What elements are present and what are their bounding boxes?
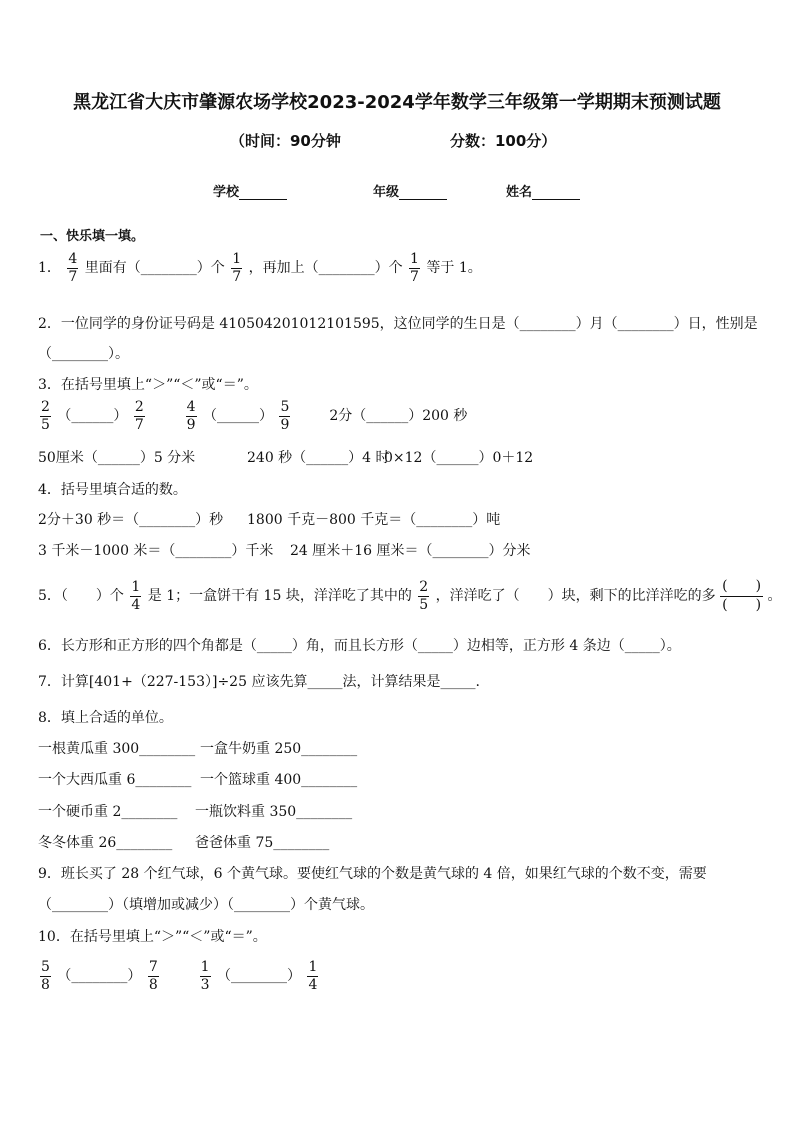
fraction: $\frac{2}{5}$ (419, 578, 429, 613)
compare-item: 2分（______）200 秒 (329, 408, 468, 425)
name-label: 姓名 (506, 185, 533, 200)
fraction: $\frac{4}{9}$ (186, 399, 196, 433)
answer-fraction[interactable]: $\frac{( )}{( )}$ (722, 578, 762, 613)
question-7: 7．计算[401+（227-153）]÷25 应该先算_____法，计算结果是_____. (38, 674, 480, 690)
page-title: 黑龙江省大庆市肇源农场学校2023-2024学年数学三年级第一学期期末预测试题 (73, 92, 721, 113)
question-text: ，再加上（________）个 (248, 260, 403, 277)
question-number: 1． (38, 260, 61, 277)
question-8-r2b: 一个篮球重 400________ (200, 772, 358, 788)
school-field[interactable] (213, 181, 287, 200)
question-6: 6．长方形和正方形的四个角都是（_____）角，而且长方形（_____）边相等，正方形 4 条边（_____）。 (38, 638, 681, 654)
question-text: 5．（ ）个 (38, 588, 124, 604)
grade-field[interactable] (373, 181, 447, 200)
question-text: 。 (767, 588, 782, 604)
question-9-line-2: （________）（填增加或减少）（________）个黄气球。 (38, 897, 374, 913)
fraction: $\frac{1}{3}$ (200, 959, 210, 993)
fraction: $\frac{5}{9}$ (280, 399, 290, 433)
question-5 (38, 578, 782, 614)
question-text: ，洋洋吃了（ ）块，剩下的比洋洋吃的多 (435, 588, 716, 604)
fraction: $\frac{1}{4}$ (131, 578, 141, 613)
question-9-line-1: 9．班长买了 28 个红气球，6 个黄气球。要使红气球的个数是黄气球的 4 倍，如果红气球的个数不变，需要 (38, 866, 707, 882)
fraction: $\frac{2}{5}$ (41, 399, 50, 433)
name-blank[interactable] (532, 185, 580, 200)
school-blank[interactable] (239, 185, 287, 200)
compare-blank[interactable]: （________） (217, 968, 302, 985)
grade-blank[interactable] (399, 185, 447, 200)
name-field[interactable] (506, 181, 580, 200)
compare-blank[interactable]: （______） (57, 408, 128, 425)
exam-time: （时间：90分钟 (230, 132, 341, 150)
school-label: 学校 (213, 185, 240, 200)
question-text: 是 1；一盒饼干有 15 块，洋洋吃了其中的 (147, 588, 412, 604)
exam-score: 分数：100分） (450, 132, 557, 150)
question-8-r4b: 爸爸体重 75________ (195, 835, 330, 851)
fraction: $\frac{1}{7}$ (410, 251, 419, 285)
question-8-r3b: 一瓶饮料重 350________ (195, 804, 353, 820)
question-10-title: 10．在括号里填上“＞”“＜”或“＝”。 (38, 929, 267, 945)
fraction: $\frac{7}{8}$ (148, 959, 158, 993)
fraction: $\frac{1}{4}$ (308, 959, 318, 993)
question-1 (38, 252, 482, 284)
question-10-row (38, 960, 320, 992)
question-text: 里面有（________）个 (84, 260, 225, 277)
question-8-r4a: 冬冬体重 26________ (38, 835, 173, 851)
question-8-r1a: 一根黄瓜重 300________ (38, 741, 196, 757)
fraction: $\frac{4}{7}$ (68, 251, 78, 285)
question-3-row-2b: 240 秒（______）4 时 (247, 450, 390, 466)
question-8-title: 8．填上合适的单位。 (38, 710, 173, 726)
question-4-a: 2分＋30 秒＝（________）秒 (38, 512, 224, 528)
question-8-r3a: 一个硬币重 2________ (38, 804, 178, 820)
compare-blank[interactable]: （______） (203, 408, 274, 425)
compare-blank[interactable]: （________） (57, 968, 142, 985)
question-3-row-2a: 50厘米（______）5 分米 (38, 450, 196, 466)
fraction: $\frac{2}{7}$ (134, 399, 144, 433)
fraction: $\frac{5}{8}$ (41, 959, 50, 993)
question-8-r1b: 一盒牛奶重 250________ (200, 741, 358, 757)
question-2-line-1: 2．一位同学的身份证号码是 410504201012101595，这位同学的生日是（________）月（________）日，性别是 (38, 316, 758, 332)
question-8-r2a: 一个大西瓜重 6________ (38, 772, 192, 788)
question-3-row-2c: 0×12（______）0＋12 (384, 450, 534, 466)
question-4-b: 1800 千克－800 千克＝（________）吨 (247, 512, 501, 528)
question-4-title: 4．括号里填合适的数。 (38, 482, 187, 498)
question-4-d: 24 厘米＋16 厘米＝（________）分米 (290, 543, 531, 559)
question-2-line-2: （________）。 (38, 346, 129, 362)
question-3-title: 3．在括号里填上“＞”“＜”或“＝”。 (38, 377, 258, 393)
question-3-row-1 (38, 400, 467, 432)
section-title: 一、快乐填一填。 (40, 229, 145, 244)
question-text: 等于 1。 (426, 260, 482, 277)
question-4-c: 3 千米－1000 米＝（________）千米 (38, 543, 274, 559)
grade-label: 年级 (373, 185, 400, 200)
fraction: $\frac{1}{7}$ (232, 251, 242, 285)
